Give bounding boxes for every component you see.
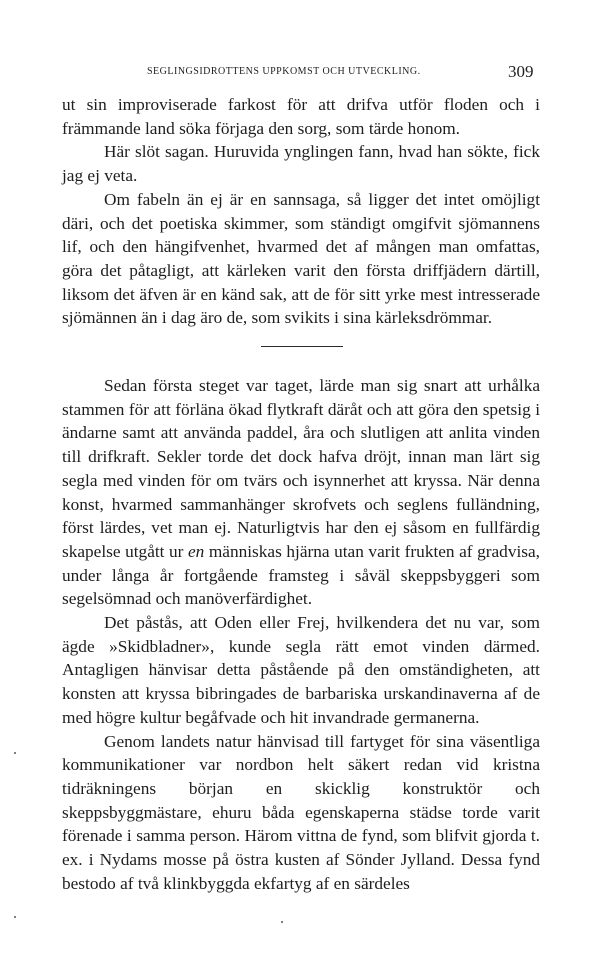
running-header — [0, 62, 600, 82]
section-one-text — [62, 93, 540, 330]
running-title: SEGLINGSIDROTTENS UPPKOMST OCH UTVECKLING. — [147, 66, 421, 77]
emphasis-text: en — [187, 541, 205, 561]
paragraph: Om fabeln än ej är en sannsaga, så ligger det intet omöjligt däri, och det poetiska skimmer, som ständigt omgifvit sjömannens lif, och den hängifvenhet, hvarmed det af mången man omfattas, göra det påtagligt, att kärleken varit den första driffjädern därtill, liksom det äfven är en känd sak, att de för sitt yrke mest intresserade sjömännen än i dag äro de, som svikits i sina kärleksdrömmar. — [62, 189, 540, 328]
section-two-text — [62, 374, 540, 895]
print-speck — [14, 916, 16, 918]
print-speck — [281, 921, 283, 923]
paragraph — [62, 374, 540, 611]
paragraph-text: människas hjärna utan varit frukten af gradvisa, under långa år fortgående framsteg i såväl skeppsbyggeri som segelsömnad och manöverfärdighet. — [62, 541, 540, 609]
paragraph-continued: ut sin improviserade farkost för att drifva utför floden och i främmande land söka förjaga den sorg, som tärde honom. — [62, 95, 540, 138]
print-speck — [14, 752, 16, 754]
paragraph-text: Sedan första steget var taget, lärde man sig snart att urhålka stammen för att förläna ökad flytkraft däråt och att göra den spetsig i ändarne samt att använda paddel, åra och slutligen att anlita vinden till drifkraft. Sekler torde det dock hafva dröjt, innan man lärt sig segla med vinden för om tvärs och isynnerhet att kryssa. När denna konst, hvarmed sammanhänger skrofvets och seglens fulländning, först lärdes, vet man ej. Naturligtvis har den ej såsom en fullfärdig skapelse utgått ur — [62, 376, 540, 561]
paragraph: Genom landets natur hänvisad till fartyget för sina väsentliga kommunikationer var nordbon helt säkert redan vid kristna tidräkningens början en skicklig konstruktör och skeppsbyggmästare, ehuru båda egenskaperna städse torde varit förenade i samma person. Härom vittna de fynd, som blifvit gjorda t. ex. i Nydams mosse på östra kusten af Sönder Jylland. Dessa fynd bestodo af två klinkbyggda ekfartyg af en särdeles — [62, 731, 540, 893]
page-number: 309 — [508, 62, 534, 81]
paragraph: Här slöt sagan. Huruvida ynglingen fann, hvad han sökte, fick jag ej veta. — [62, 142, 540, 186]
section-divider — [261, 346, 343, 347]
paragraph: Det påstås, att Oden eller Frej, hvilkendera det nu var, som ägde »Skidbladner», kunde segla rätt emot vinden därmed. Antagligen hänvisar detta påstående på den omständigheten, att konsten att kryssa bibringades de barbariska urskandinaverna af de med högre kultur begåfvade och hit invandrade germanerna. — [62, 613, 540, 727]
